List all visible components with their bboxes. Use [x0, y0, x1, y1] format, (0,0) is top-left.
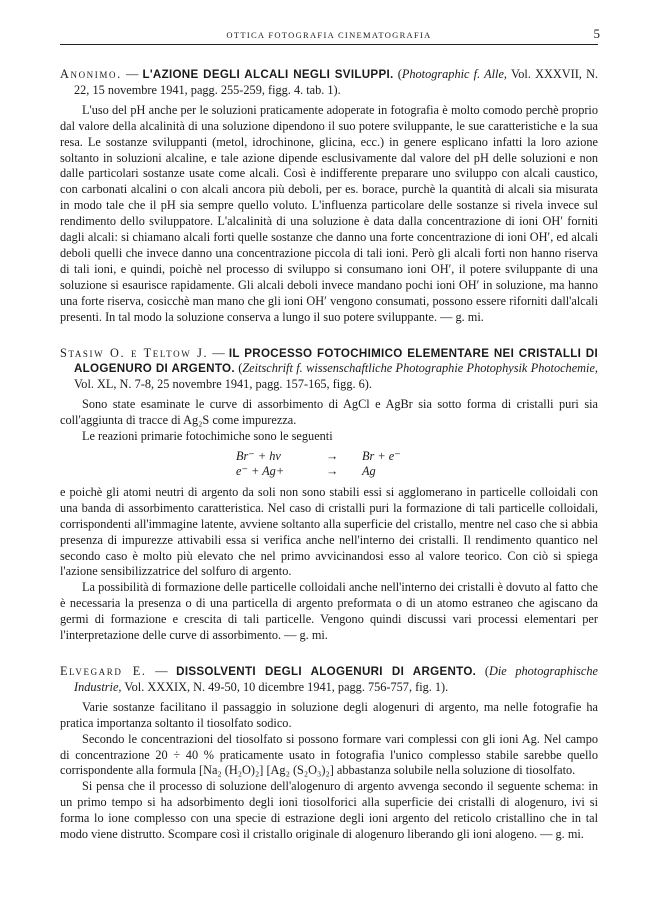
article-paragraph: Varie sostanze facilitano il passaggio in soluzione degli alogenuri di argento, ma nelle fotografie ha pratica importanza soltanto il tiosolfato sodico. [60, 699, 598, 730]
article-heading [60, 346, 598, 394]
article-paragraph: Sono state esaminate le curve di assorbimento di AgCl e AgBr sia sotto forma di cristalli puri sia coll'aggiunta di tracce di Ag₂S come impurezza. [60, 397, 598, 428]
article-author: Stasiw O. e Teltow J. [60, 345, 209, 360]
citation-open: ( [484, 664, 489, 678]
equation-lhs: e⁻ + Ag+ [236, 463, 285, 478]
heading-dash: — [125, 67, 139, 81]
citation-open: ( [238, 361, 243, 376]
equation-row [236, 449, 598, 464]
arrow-icon: → [326, 448, 339, 463]
citation-details: Vol. XXXIX, N. 49-50, 10 dicembre 1941, pagg. 756-757, fig. 1). [124, 679, 449, 694]
article-paragraph: Le reazioni primarie fotochimiche sono le seguenti [82, 429, 333, 444]
article-body [60, 397, 598, 644]
heading-dash: — [155, 664, 168, 678]
article-stasiw-teltow [60, 346, 598, 645]
citation-details: Vol. XL, N. 7-8, 25 novembre 1941, pagg. 157-165, figg. 6). [74, 377, 372, 392]
citation-details: Vol. XXXVII, N. 22, 15 novembre 1941, pagg. 255-259, figg. 4. tab. 1). [74, 67, 599, 97]
article-elvegard [60, 664, 598, 843]
article-paragraph: Secondo le concentrazioni del tiosolfato si possono formare vari complessi con gli ioni Ag. Nel campo di concentrazione 20 ÷ 40 % praticamente usato in fotografia l'unico complesso stabile sarebbe quello corrispondente alla formula [Na₂ (H₂O)₂] [Ag₂ (S₂O₃)₂] abbastanza solubile nella soluzione di tiosolfato. [60, 731, 598, 778]
journal-name: Die photographische Industrie, [74, 664, 598, 694]
running-title: OTTICA FOTOGRAFIA CINEMATOGRAFIA [226, 30, 432, 40]
journal-name: Photographic f. Alle, [401, 67, 507, 81]
page-number: 5 [593, 26, 600, 41]
article-paragraph: Si pensa che il processo di soluzione dell'alogenuro di argento avvenga secondo il seguente schema: in un primo tempo si ha adsorbimento degli ioni tiosolforici alla superficie dei cristalli di alogenuro, ivi si forma lo ione complesso con una specie di estrazione degli ioni argento del reticolo cristallino che in tal modo viene distrutto. Scompare così il cristallo originale di alogenuro liberando gli ioni alogeno. — g. mi. [60, 779, 598, 842]
article-title: IL PROCESSO FOTOCHIMICO ELEMENTARE NEI CRISTALLI DI ALOGENURO DI ARGENTO. [74, 346, 599, 376]
reaction-equations [236, 449, 598, 479]
heading-dash: — [212, 345, 225, 360]
equation-row [236, 464, 598, 479]
article-paragraph: e poichè gli atomi neutri di argento da soli non sono stabili essi si agglomerano in particelle colloidali con una banda di assorbimento caratteristica. Nel caso di cristalli puri la formazione di tali particelle colloidali, corrispondenti all'immagine latente, avviene soltanto alla superficie del cristallo, mentre nel caso che si abbia presenza di impurezze attivabili essa si verifica anche nell'interno dei cristalli. Il rendimento quantico nel secondo caso è molto più elevato che nel primo avvicinandosi esso al valore teorico. Con ciò si spiega l'azione sensibilizzatrice del solfuro di argento. [60, 484, 598, 579]
article-author: Anonimo. [60, 67, 122, 81]
article-heading [60, 67, 598, 99]
running-head [60, 28, 598, 45]
article-paragraph: La possibilità di formazione delle particelle colloidali anche nell'interno dei cristalli è dovuto al fatto che è necessaria la presenza o di una particella di argento preformata o di un atomo estraneo che agiscano da germi di formazione e crescita di tali particelle. Vengono quindi discussi vari processi elementari per l'interpretazione delle curve di assorbimento. — g. mi. [60, 580, 598, 643]
article-anonimo [60, 67, 598, 326]
journal-page [60, 28, 598, 863]
article-title: DISSOLVENTI DEGLI ALOGENURI DI ARGENTO. [176, 665, 477, 678]
citation-open: ( [397, 67, 402, 81]
journal-name: Zeitschrift f. wissenschaftliche Photographie Photophysik Photochemie, [242, 361, 598, 376]
article-paragraph: L'uso del pH anche per le soluzioni praticamente adoperate in fotografia è molto comodo perchè proprio dal valore della alcalinità di una soluzione dipendono il suo potere sviluppante, le sue caratteristiche e la sua resa. Le sostanze sviluppanti (metol, idrochinone, glicina, ecc.) in genere esplicano infatti la loro azione soltanto in soluzioni alcaline, e tale azione dipende esclusivamente dal valore del pH delle soluzioni e non dalle particolari sostanze usate come alcali. Così è indifferente preparare uno sviluppo con alcali caustico, con carbonati alcalini o con alcali ancora più deboli, per es. borace, purchè la quantità di alcali sia misurata in modo tale che il pH sia sempre quello voluto. L'influenza particolare delle sostanze si rivela invece sul rendimento dello sviluppatore. L'alcalinità di una soluzione è data dalla concentrazione di ioni OH′ forniti dagli alcali: si chiamano alcali forti quelle sostanze che danno una forte concentrazione di ioni OH′, ed alcali deboli quelli che invece danno una concentrazione piccola di tali ioni. Però gli alcali forti non hanno riserva di tali ioni, e quindi, poichè nel processo di sviluppo si consumano ioni OH′, il potere sviluppante di una soluzione si esaurisce rapidamente. Gli alcali deboli invece mandano pochi ioni OH′ in soluzione, ma hanno una forte riserva, cosicchè man mano che gli ioni OH′ vengono consumati, possono essere riforniti dall'alcali presenti. In tal modo la soluzione conserva a lungo il suo potere sviluppante. — g. mi. [60, 102, 598, 324]
article-body [60, 700, 598, 843]
arrow-icon: → [326, 463, 339, 478]
equation-lhs: Br⁻ + hν [236, 448, 281, 463]
equation-rhs: Br + e⁻ [362, 448, 401, 463]
equation-rhs: Ag [362, 463, 376, 478]
article-title: L'AZIONE DEGLI ALCALI NEGLI SVILUPPI. [142, 68, 394, 81]
article-heading [60, 664, 598, 696]
article-author: Elvegard E. [60, 664, 147, 678]
article-body [60, 103, 598, 326]
